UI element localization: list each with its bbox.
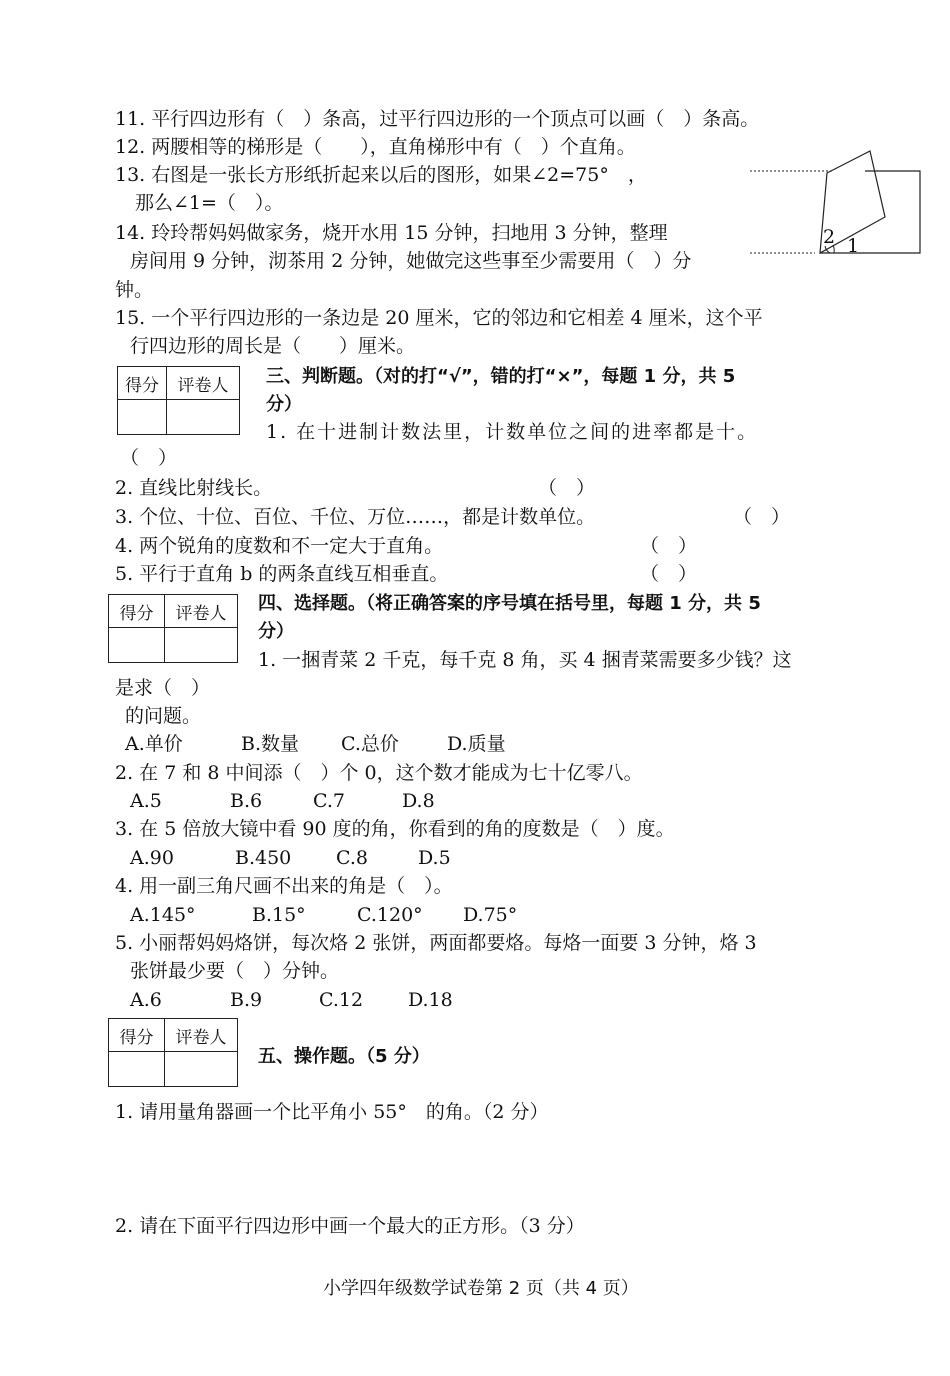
choice-q3-option-b: B.450 xyxy=(235,847,292,869)
part4-title-cont: 分） xyxy=(258,621,294,642)
part5-title: 五、操作题。（5 分） xyxy=(258,1046,430,1067)
part4-title: 四、选择题。（将正确答案的序号填在括号里，每题 1 分，共 5 xyxy=(258,593,761,614)
choice-q4: 4. 用一副三角尺画不出来的角是（ ）。 xyxy=(115,875,453,897)
question-11: 11. 平行四边形有（ ）条高，过平行四边形的一个顶点可以画（ ）条高。 xyxy=(115,108,760,130)
grader-cell[interactable] xyxy=(167,400,240,435)
question-12: 12. 两腰相等的梯形是（ ），直角梯形中有（ ）个直角。 xyxy=(115,136,636,158)
choice-q5-option-d: D.18 xyxy=(408,989,453,1011)
choice-q3-option-c: C.8 xyxy=(336,847,368,869)
grader-label: 评卷人 xyxy=(165,1019,238,1052)
choice-q4-option-d: D.75° xyxy=(463,904,518,926)
choice-q3-option-a: A.90 xyxy=(130,847,174,869)
score-label: 得分 xyxy=(118,367,167,400)
grader-cell[interactable] xyxy=(165,628,238,663)
score-cell[interactable] xyxy=(109,628,165,663)
judge-q1: 1. 在十进制计数法里，计数单位之间的进率都是十。 xyxy=(266,421,759,443)
judge-q2: 2. 直线比射线长。 xyxy=(115,477,273,499)
score-box-part5 xyxy=(108,1018,238,1087)
angle-2-label: 2 xyxy=(823,226,836,248)
choice-q5-option-a: A.6 xyxy=(130,989,162,1011)
operation-q1: 1. 请用量角器画一个比平角小 55° 的角。（2 分） xyxy=(115,1101,549,1123)
operation-q2: 2. 请在下面平行四边形中画一个最大的正方形。（3 分） xyxy=(115,1215,585,1237)
part3-title: 三、判断题。（对的打“√”，错的打“×”，每题 1 分，共 5 xyxy=(266,366,736,387)
judge-q2-paren[interactable]: （ ） xyxy=(538,477,596,499)
choice-q1-option-c: C.总价 xyxy=(341,733,399,755)
angle-1-label: 1 xyxy=(847,235,860,257)
grader-cell[interactable] xyxy=(165,1052,238,1087)
choice-q4-option-a: A.145° xyxy=(130,904,196,926)
choice-q1-option-d: D.质量 xyxy=(447,733,506,755)
choice-q5-option-c: C.12 xyxy=(319,989,364,1011)
question-14-line2: 房间用 9 分钟，沏茶用 2 分钟，她做完这些事至少需要用（ ）分 xyxy=(130,250,692,272)
choice-q1-line1: 1. 一捆青菜 2 千克，每千克 8 角，买 4 捆青菜需要多少钱？这 xyxy=(258,649,792,671)
choice-q2-option-a: A.5 xyxy=(130,790,162,812)
choice-q4-option-c: C.120° xyxy=(357,904,423,926)
score-box-part3 xyxy=(117,366,240,435)
choice-q4-option-b: B.15° xyxy=(252,904,306,926)
choice-q2-option-b: B.6 xyxy=(230,790,263,812)
grader-label: 评卷人 xyxy=(165,595,238,628)
choice-q2-option-c: C.7 xyxy=(313,790,345,812)
question-13-line1: 13. 右图是一张长方形纸折起来以后的图形，如果∠2=75° ， xyxy=(115,164,647,186)
judge-q5-paren[interactable]: （ ） xyxy=(640,563,698,585)
score-cell[interactable] xyxy=(109,1052,165,1087)
choice-q2: 2. 在 7 和 8 中间添（ ）个 0，这个数才能成为七十亿零八。 xyxy=(115,762,643,784)
choice-q3: 3. 在 5 倍放大镜中看 90 度的角，你看到的角的度数是（ ）度。 xyxy=(115,818,675,840)
judge-q3-paren[interactable]: （ ） xyxy=(733,506,791,528)
judge-q1-paren[interactable]: （ ） xyxy=(120,447,178,469)
choice-q1-line2: 是求（ ） xyxy=(115,677,211,699)
choice-q5-option-b: B.9 xyxy=(230,989,263,1011)
choice-q1-option-b: B.数量 xyxy=(241,733,300,755)
judge-q3: 3. 个位、十位、百位、千位、万位……，都是计数单位。 xyxy=(115,506,596,528)
judge-q5: 5. 平行于直角 b 的两条直线互相垂直。 xyxy=(115,563,449,585)
score-box-part4 xyxy=(108,594,238,663)
choice-q3-option-d: D.5 xyxy=(418,847,451,869)
folded-paper-figure xyxy=(745,145,930,260)
score-label: 得分 xyxy=(109,595,165,628)
choice-q5-line2: 张饼最少要（ ）分钟。 xyxy=(130,960,340,982)
question-15-line2: 行四边形的周长是（ ）厘米。 xyxy=(130,335,416,357)
question-14-line1: 14. 玲玲帮妈妈做家务，烧开水用 15 分钟，扫地用 3 分钟，整理 xyxy=(115,222,668,244)
grader-label: 评卷人 xyxy=(167,367,240,400)
judge-q4: 4. 两个锐角的度数和不一定大于直角。 xyxy=(115,535,444,557)
question-15-line1: 15. 一个平行四边形的一条边是 20 厘米，它的邻边和它相差 4 厘米，这个平 xyxy=(115,307,763,329)
question-13-line2: 那么∠1=（ ）。 xyxy=(135,192,284,214)
question-14-line3: 钟。 xyxy=(115,279,154,301)
choice-q2-option-d: D.8 xyxy=(402,790,435,812)
choice-q1-option-a: A.单价 xyxy=(125,733,183,755)
judge-q4-paren[interactable]: （ ） xyxy=(640,535,698,557)
choice-q5-line1: 5. 小丽帮妈妈烙饼，每次烙 2 张饼，两面都要烙。每烙一面要 3 分钟，烙 3 xyxy=(115,932,757,954)
page-footer: 小学四年级数学试卷第 2 页（共 4 页） xyxy=(323,1278,639,1299)
part3-title-cont: 分） xyxy=(266,394,302,415)
score-cell[interactable] xyxy=(118,400,167,435)
score-label: 得分 xyxy=(109,1019,165,1052)
choice-q1-line3: 的问题。 xyxy=(125,705,202,727)
